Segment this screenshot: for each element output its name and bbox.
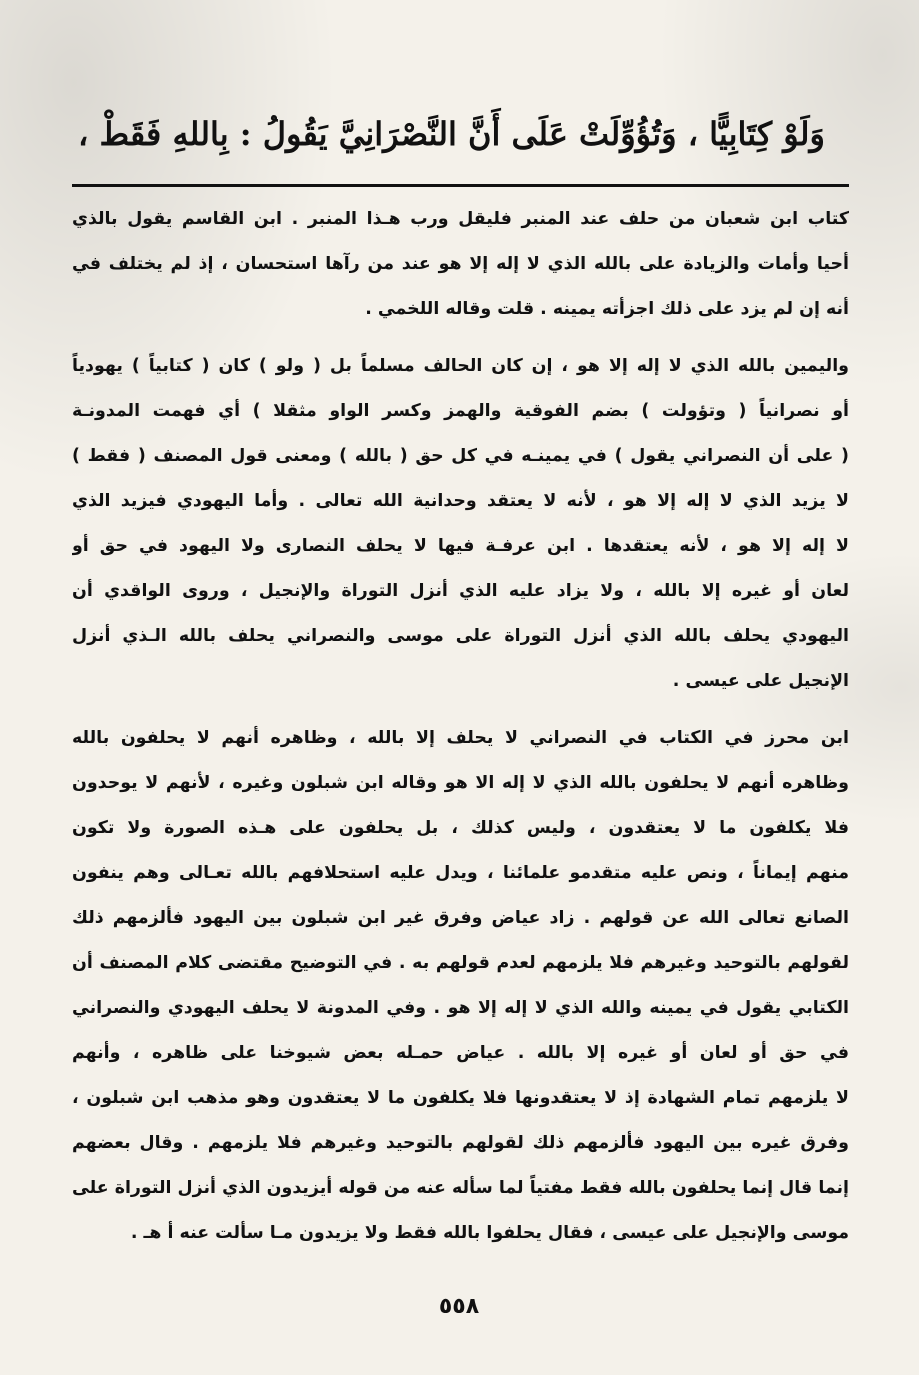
text-line: وظاهره أنهم لا يحلفون بالله الذي لا إله الا هو وقاله ابن شبلون وغيره ، لأنهم لا يوحدون (72, 773, 849, 793)
text-line: أو نصرانياً ( وتؤولت ) بضم الفوقية والهمز وكسر الواو مثقلا ) أي فهمت المدونـة (72, 401, 849, 421)
text-line: كتاب ابن شعبان من حلف عند المنبر فليقل ورب هـذا المنبر . ابن القاسم يقول بالذي (72, 209, 849, 229)
text-line: الكتابي يقول في يمينه والله الذي لا إله إلا هو . وفي المدونة لا يحلف اليهودي والنصراني (72, 998, 849, 1018)
paragraph-2 (72, 344, 849, 704)
text-line: لا إله إلا هو ، لأنه يعتقدها . ابن عرفـة فيها لا يحلف النصارى ولا اليهود في حق أو (72, 536, 849, 556)
text-line: لا يزيد الذي لا إله إلا هو ، لأنه لا يعتقد وحدانية الله تعالى . وأما اليهودي فيزيد الذي (72, 491, 849, 511)
paragraph-1 (72, 197, 849, 332)
text-line: اليهودي يحلف بالله الذي أنزل التوراة على موسى والنصراني يحلف بالله الـذي أنزل (72, 626, 849, 646)
text-line: موسى والإنجيل على عيسى ، فقال يحلفوا بالله فقط ولا يزيدون مـا سألت عنه أ هـ . (130, 1223, 849, 1243)
text-line: الإنجيل على عيسى . (672, 671, 849, 691)
text-line: لقولهم بالتوحيد وغيرهم فلا يلزمهم لعدم قولهم به . في التوضيح مقتضى كلام المصنف أن (72, 953, 849, 973)
page-number: ٥٥٨ (438, 1294, 480, 1319)
text-line: ابن محرز في الكتاب في النصراني لا يحلف إلا بالله ، وظاهره أنهم لا يحلفون بالله (72, 728, 849, 748)
text-line: أنه إن لم يزد على ذلك اجزأته يمينه . قلت وقاله اللخمي . (365, 299, 849, 319)
header-divider (72, 184, 849, 187)
text-line: منهم إيماناً ، ونص عليه متقدمو علمائنا ، ويدل عليه استحلافهم بالله تعـالى وهم ينفون (72, 863, 849, 883)
commentary-body (72, 197, 849, 1256)
text-line: إنما قال إنما يحلفون بالله فقط مفتياً لما سأله عنه من قوله أيزيدون الذي أنزل التوراة على (72, 1178, 849, 1198)
paragraph-3 (72, 716, 849, 1256)
matn-header-verse: وَلَوْ كِتَابِيًّا ، وَتُؤُوِّلَتْ عَلَى أَنَّ النَّصْرَانِيَّ يَقُولُ : بِاللهِ فَقَطْ ، (77, 115, 825, 153)
text-line: في حق أو لعان أو غيره إلا بالله . عياض حمـله بعض شيوخنا على ظاهره ، وأنهم (72, 1043, 849, 1063)
text-line: لا يلزمهم تمام الشهادة إذ لا يعتقدونها فلا يكلفون ما لا يعتقدون وهو مذهب ابن شبلون ، (72, 1088, 849, 1108)
text-line: واليمين بالله الذي لا إله إلا هو ، إن كان الحالف مسلماً بل ( ولو ) كان ( كتابياً ) يهودياً (72, 356, 849, 376)
text-line: فلا يكلفون ما لا يعتقدون ، وليس كذلك ، بل يحلفون على هـذه الصورة ولا تكون (72, 818, 849, 838)
text-line: لعان أو غيره إلا بالله ، ولا يزاد عليه الذي أنزل التوراة والإنجيل ، وروى الواقدي أن (72, 581, 849, 601)
text-line: ( على أن النصراني يقول ) في يمينـه في كل حق ( بالله ) ومعنى قول المصنف ( فقط ) (72, 446, 849, 466)
text-line: الصانع تعالى الله عن قولهم . زاد عياض وفرق غير ابن شبلون بين اليهود فألزمهم ذلك (72, 908, 849, 928)
text-line: أحيا وأمات والزيادة على بالله الذي لا إله إلا هو عند من رآها استحسان ، إذ لم يختلف في (72, 254, 849, 274)
text-line: وفرق غيره بين اليهود فألزمهم ذلك لقولهم بالتوحيد وغيرهم فلا يلزمهم . وقال بعضهم (72, 1133, 849, 1153)
